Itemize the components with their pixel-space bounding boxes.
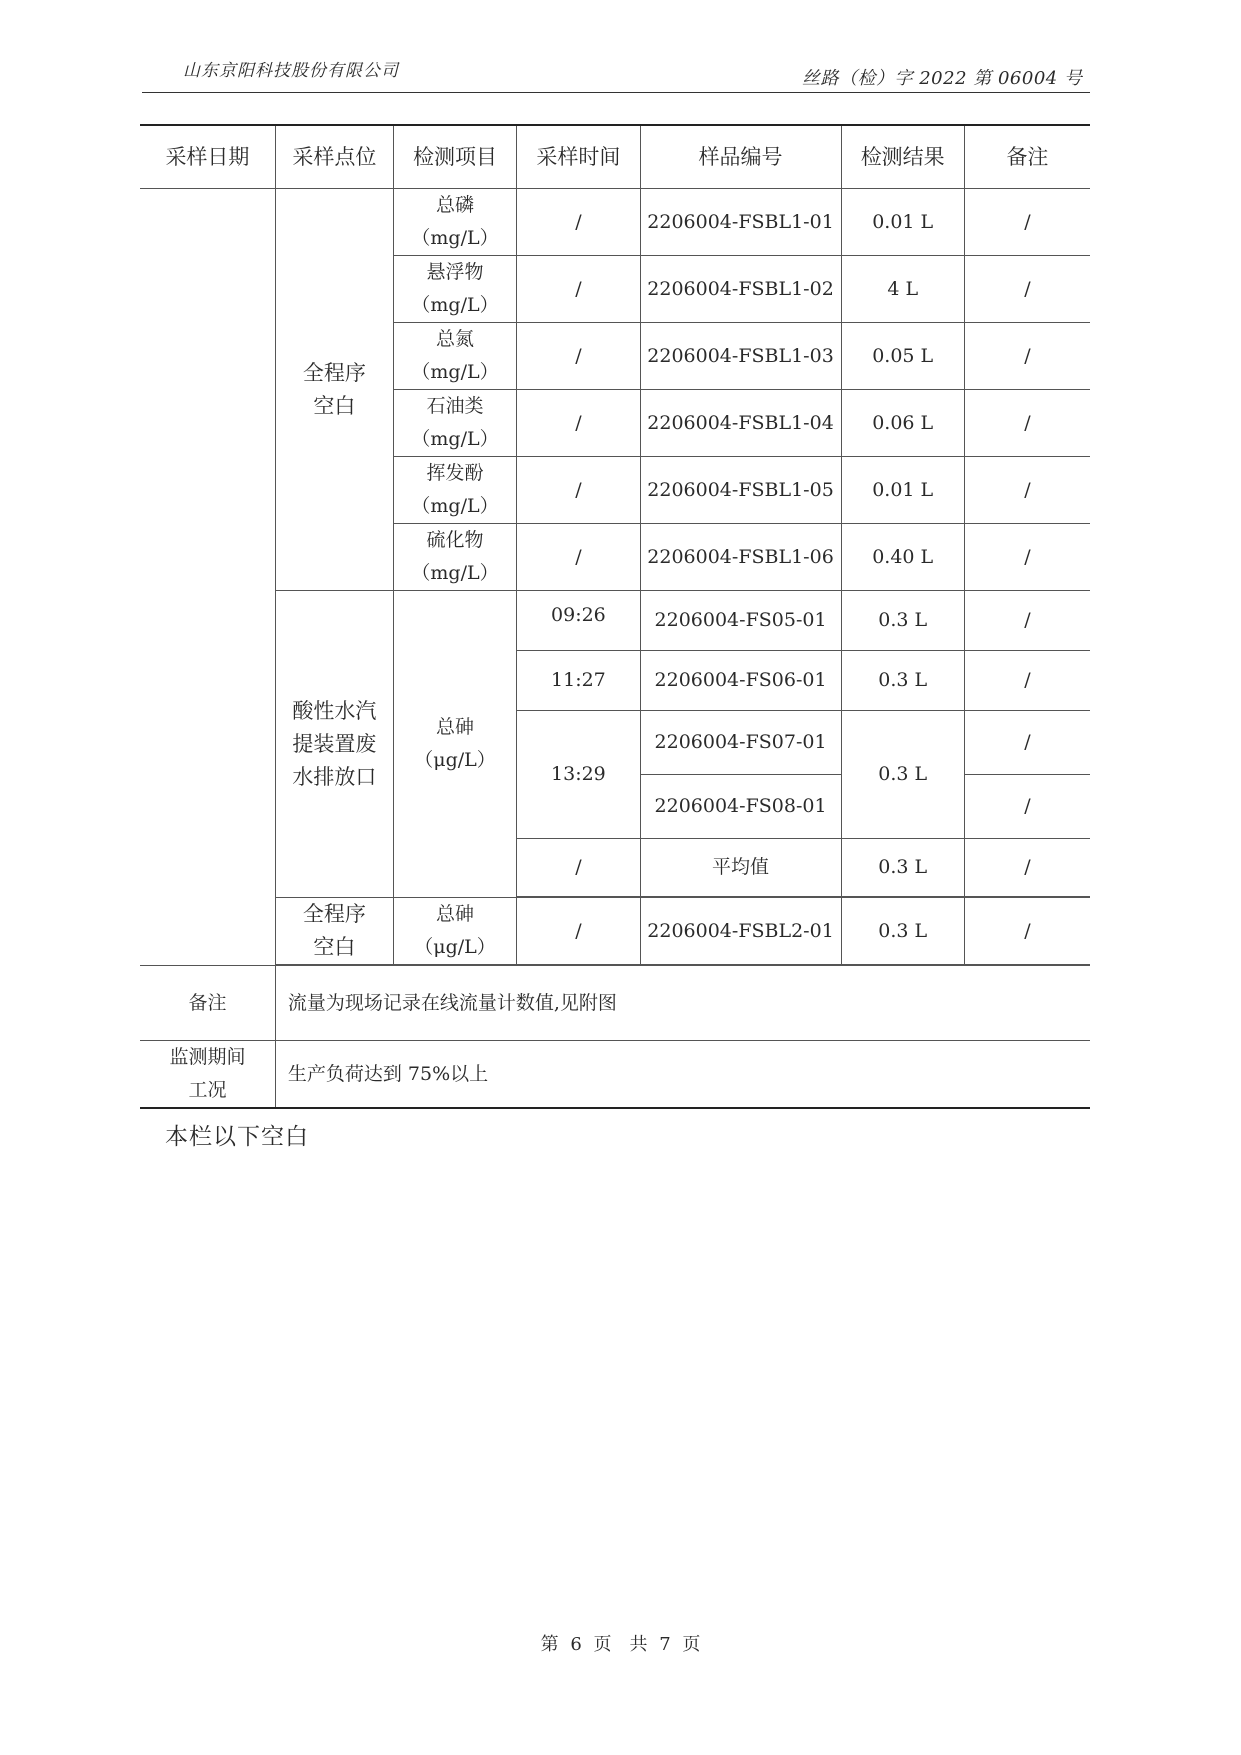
note-cell: / <box>964 256 1090 323</box>
result-cell: 4 L <box>841 256 964 323</box>
note-cell: / <box>964 591 1090 651</box>
sample-cell: 2206004-FSBL1-04 <box>640 390 841 457</box>
note-cell: / <box>964 711 1090 775</box>
page-number: 第 6 页 共 7 页 <box>540 1634 701 1655</box>
col-header-point: 采样点位 <box>275 125 393 189</box>
item-cell <box>393 457 516 524</box>
col-header-result: 检测结果 <box>841 125 964 189</box>
item-unit: （μg/L） <box>414 936 496 958</box>
item-cell <box>393 256 516 323</box>
time-cell: / <box>517 898 640 965</box>
item-name: 悬浮物 <box>426 261 484 283</box>
note-cell: / <box>964 898 1090 965</box>
note-cell: / <box>964 189 1090 256</box>
company-name: 山东京阳科技股份有限公司 <box>183 61 399 81</box>
item-name: 总砷 <box>436 716 475 738</box>
result-cell: 0.05 L <box>841 323 964 390</box>
sample-cell: 平均值 <box>640 839 841 897</box>
item-name: 总氮 <box>436 328 475 350</box>
sample-cell: 2206004-FS07-01 <box>640 711 841 775</box>
item-unit: （μg/L） <box>414 749 496 771</box>
col-header-sample: 样品编号 <box>640 125 841 189</box>
blank-below-note: 本栏以下空白 <box>165 1124 309 1150</box>
point-cell-blank1 <box>275 189 393 591</box>
point-line: 空白 <box>313 935 356 959</box>
sample-cell: 2206004-FSBL1-01 <box>640 189 841 256</box>
time-cell: / <box>517 323 640 390</box>
time-cell: 13:29 <box>517 711 640 839</box>
result-cell: 0.3 L <box>841 898 964 965</box>
result-cell: 0.06 L <box>841 390 964 457</box>
col-header-date: 采样日期 <box>140 125 275 189</box>
note-cell: / <box>964 651 1090 711</box>
item-name: 硫化物 <box>426 529 484 551</box>
point-cell-acid <box>275 591 393 898</box>
table-row <box>140 898 1090 965</box>
condition-label-line: 工况 <box>188 1079 227 1101</box>
remark-text: 流量为现场记录在线流量计数值,见附图 <box>275 966 1090 1041</box>
item-cell <box>393 524 516 591</box>
time-cell: / <box>517 457 640 524</box>
point-line: 全程序 <box>302 360 366 385</box>
time-cell: / <box>517 189 640 256</box>
item-cell <box>393 898 516 965</box>
result-cell: 0.3 L <box>841 839 964 897</box>
sample-cell: 2206004-FSBL2-01 <box>640 898 841 965</box>
table-header-row <box>140 125 1090 189</box>
result-cell: 0.01 L <box>841 457 964 524</box>
point-cell-blank2 <box>275 898 393 965</box>
time-cell: / <box>517 256 640 323</box>
sample-cell: 2206004-FS06-01 <box>640 651 841 711</box>
sample-cell: 2206004-FSBL1-02 <box>640 256 841 323</box>
item-name: 总磷 <box>436 194 475 216</box>
note-cell: / <box>964 390 1090 457</box>
item-unit: （mg/L） <box>411 361 499 383</box>
item-name: 石油类 <box>426 395 484 417</box>
item-unit: （mg/L） <box>411 495 499 517</box>
col-header-time: 采样时间 <box>517 125 640 189</box>
item-cell <box>393 189 516 256</box>
note-cell: / <box>964 524 1090 591</box>
time-cell: / <box>517 839 640 897</box>
results-table <box>140 124 1090 1109</box>
remark-row <box>140 966 1090 1041</box>
item-unit: （mg/L） <box>411 227 499 249</box>
item-cell <box>393 323 516 390</box>
item-unit: （mg/L） <box>411 428 499 450</box>
point-line: 酸性水汽 <box>292 698 377 723</box>
table-row <box>140 591 1090 651</box>
sample-cell: 2206004-FS08-01 <box>640 775 841 839</box>
time-cell: 11:27 <box>517 651 640 711</box>
point-line: 提装置废 <box>292 731 377 756</box>
note-cell: / <box>964 457 1090 524</box>
condition-text: 生产负荷达到 75%以上 <box>275 1041 1090 1109</box>
col-header-note: 备注 <box>964 125 1090 189</box>
item-cell <box>393 390 516 457</box>
time-cell: / <box>517 524 640 591</box>
document-number: 丝路（检）字 2022 第 06004 号 <box>802 68 1083 89</box>
header-divider <box>142 92 1090 93</box>
time-cell: / <box>517 390 640 457</box>
col-header-item: 检测项目 <box>393 125 516 189</box>
result-cell: 0.3 L <box>841 711 964 839</box>
sample-cell: 2206004-FSBL1-06 <box>640 524 841 591</box>
note-cell: / <box>964 839 1090 897</box>
condition-row <box>140 1041 1090 1109</box>
item-unit: （mg/L） <box>411 294 499 316</box>
item-unit: （mg/L） <box>411 562 499 584</box>
point-line: 水排放口 <box>292 764 377 789</box>
table-row <box>140 189 1090 256</box>
condition-label <box>140 1041 275 1109</box>
sample-cell: 2206004-FSBL1-03 <box>640 323 841 390</box>
sample-cell: 2206004-FSBL1-05 <box>640 457 841 524</box>
item-cell-arsenic <box>393 591 516 898</box>
result-cell: 0.3 L <box>841 591 964 651</box>
time-cell: 09:26 <box>517 591 640 651</box>
sample-cell: 2206004-FS05-01 <box>640 591 841 651</box>
item-name: 挥发酚 <box>426 462 484 484</box>
point-line: 空白 <box>313 393 356 418</box>
date-cell <box>140 189 275 966</box>
remark-label: 备注 <box>140 966 275 1041</box>
result-cell: 0.01 L <box>841 189 964 256</box>
condition-label-line: 监测期间 <box>169 1046 246 1068</box>
item-name: 总砷 <box>436 903 475 925</box>
result-cell: 0.3 L <box>841 651 964 711</box>
result-cell: 0.40 L <box>841 524 964 591</box>
note-cell: / <box>964 775 1090 839</box>
point-line: 全程序 <box>302 902 366 926</box>
note-cell: / <box>964 323 1090 390</box>
